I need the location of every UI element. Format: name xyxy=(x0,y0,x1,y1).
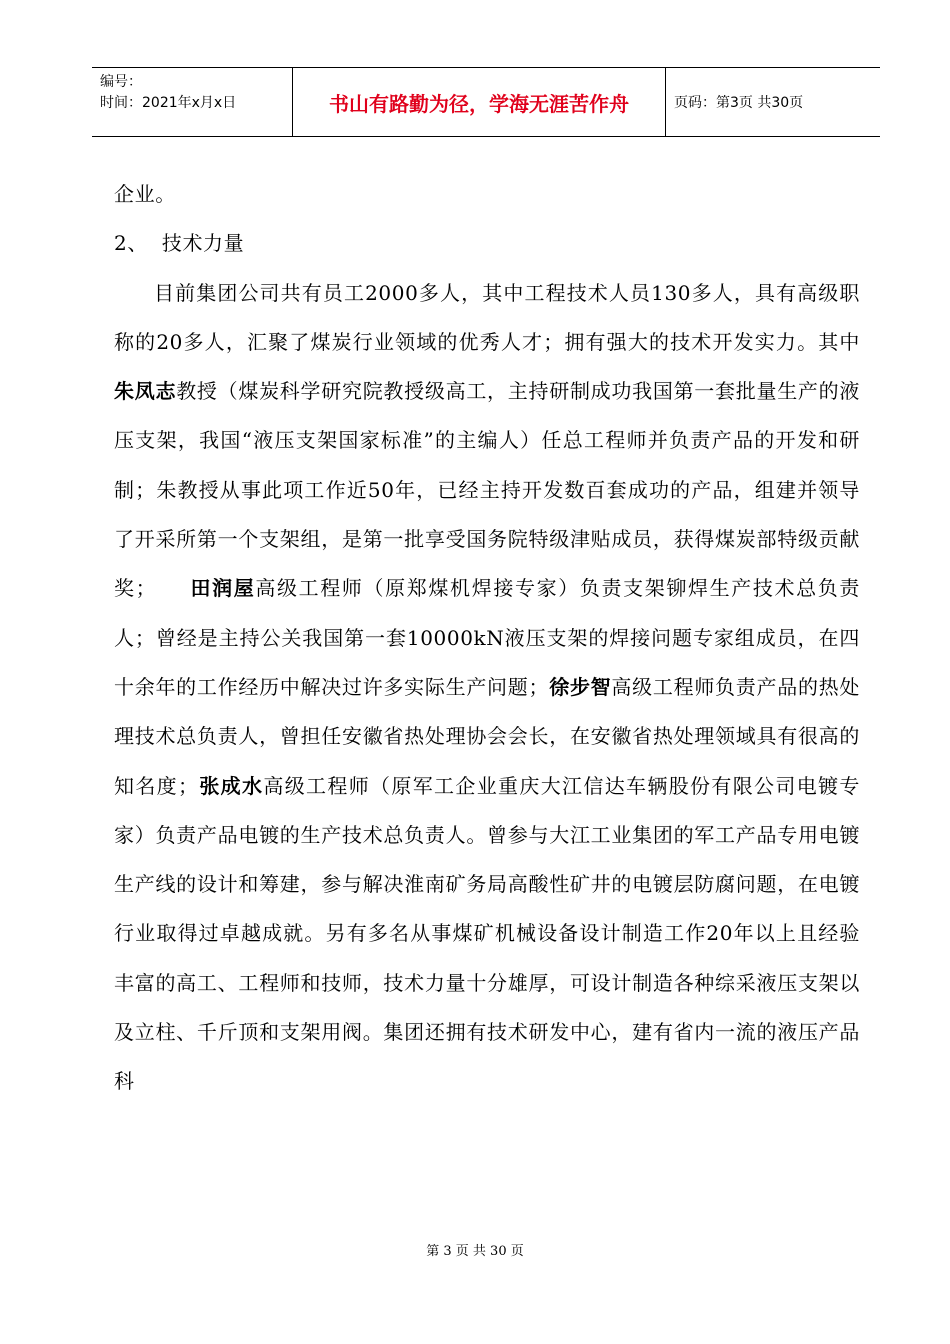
header-info-cell xyxy=(92,68,293,136)
person-name: 徐步智 xyxy=(549,674,612,699)
paragraph-text: 高级工程师负责产品的热处理技术总负责人，曾担任安徽省热处理协会会长，在安徽省热处理领域具有很高的知名度； xyxy=(114,674,860,798)
person-name: 朱凤志 xyxy=(114,379,177,404)
time-label: 时间：2021年x月x日 xyxy=(100,95,237,111)
person-name: 田润屋 xyxy=(190,576,256,601)
person-name: 张成水 xyxy=(198,773,264,798)
paragraph-text: 教授（煤炭科学研究院教授级高工，主持研制成功我国第一套批量生产的液压支架，我国“液压支架国家标准”的主编人）任总工程师并负责产品的开发和研制；朱教授从事此项工作近50年，已经主持开发数百套成功的产品，组建并领导了开采所第一个支架组，是第一批享受国务院特级津贴成员，获得煤炭部特级贡献奖； xyxy=(114,379,860,601)
number-label: 编号： xyxy=(100,74,142,90)
text-line: 企业。 xyxy=(114,182,176,206)
page-footer: 第 3 页 共 30 页 xyxy=(426,1244,524,1259)
paragraph-technical-strength xyxy=(114,269,860,1107)
section-heading: 2、 技术力量 xyxy=(114,231,245,256)
header-page-label: 页码：第3页 共30页 xyxy=(674,95,804,111)
paragraph-text: 高级工程师（原郑煤机焊接专家）负责支架铆焊生产技术总负责人；曾经是主持公关我国第一套10000kN液压支架的焊接问题专家组成员，在四十余年的工作经历中解决过许多实际生产问题； xyxy=(114,576,860,699)
page-header xyxy=(92,67,880,137)
motto: 书山有路勤为径，学海无涯苦作舟 xyxy=(293,68,666,136)
paragraph-text: 高级工程师（原军工企业重庆大江信达车辆股份有限公司电镀专家）负责产品电镀的生产技术总负责人。曾参与大江工业集团的军工产品专用电镀生产线的设计和筹建，参与解决淮南矿务局高酸性矿井的电镀层防腐问题，在电镀行业取得过卓越成就。另有多名从事煤矿机械设备设计制造工作20年以上且经验丰富的高工、工程师和技师，技术力量十分雄厚，可设计制造各种综采液压支架以及立柱、千斤顶和支架用阀。集团还拥有技术研发中心，建有省内一流的液压产品科 xyxy=(114,773,860,1094)
document-body xyxy=(114,170,860,1107)
paragraph-text: 目前集团公司共有员工2000多人，其中工程技术人员130多人，具有高级职称的20多人，汇聚了煤炭行业领域的优秀人才；拥有强大的技术开发实力。其中 xyxy=(114,280,860,354)
